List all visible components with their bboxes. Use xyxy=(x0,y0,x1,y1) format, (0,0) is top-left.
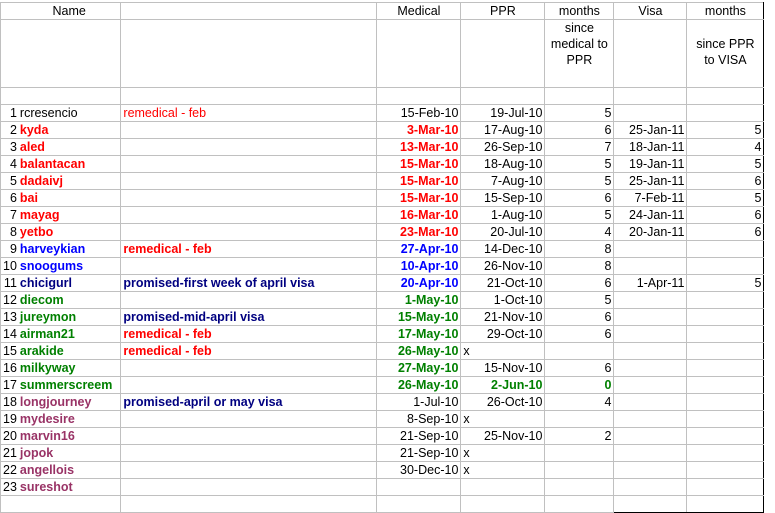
cell-ppr[interactable]: 26-Oct-10 xyxy=(461,394,545,411)
cell-ppr[interactable]: x xyxy=(461,462,545,479)
header-medical[interactable]: Medical xyxy=(377,3,461,20)
cell-ppr[interactable]: 15-Nov-10 xyxy=(461,360,545,377)
cell[interactable] xyxy=(1,3,18,20)
cell-months-1[interactable]: 6 xyxy=(545,190,614,207)
cell-ppr[interactable]: 14-Dec-10 xyxy=(461,241,545,258)
cell-months-2[interactable]: 5 xyxy=(687,275,764,292)
cell-visa[interactable]: 25-Jan-11 xyxy=(614,122,687,139)
cell-months-1[interactable]: 6 xyxy=(545,275,614,292)
cell[interactable] xyxy=(687,496,764,513)
cell-note[interactable] xyxy=(121,479,377,496)
cell-name[interactable]: mayag xyxy=(18,207,121,224)
cell-months-2[interactable] xyxy=(687,326,764,343)
cell[interactable] xyxy=(18,88,121,105)
subheader-months-1[interactable]: since medical to PPR xyxy=(545,20,614,88)
cell-medical[interactable]: 21-Sep-10 xyxy=(377,428,461,445)
cell-visa[interactable] xyxy=(614,326,687,343)
cell-note[interactable] xyxy=(121,258,377,275)
row-number[interactable]: 17 xyxy=(1,377,18,394)
cell-note[interactable]: remedical - feb xyxy=(121,326,377,343)
table-row xyxy=(1,190,764,207)
cell-visa[interactable] xyxy=(614,241,687,258)
cell-months-1[interactable]: 6 xyxy=(545,122,614,139)
row-number[interactable]: 10 xyxy=(1,258,18,275)
cell-medical[interactable] xyxy=(377,479,461,496)
cell[interactable] xyxy=(1,88,18,105)
cell-months-1[interactable]: 2 xyxy=(545,428,614,445)
cell-name[interactable]: arakide xyxy=(18,343,121,360)
cell-months-1[interactable] xyxy=(545,479,614,496)
subheader-months-2[interactable]: since PPR to VISA xyxy=(687,20,764,88)
cell-visa[interactable]: 1-Apr-11 xyxy=(614,275,687,292)
cell-note[interactable] xyxy=(121,292,377,309)
cell-months-2[interactable] xyxy=(687,428,764,445)
cell-medical[interactable]: 3-Mar-10 xyxy=(377,122,461,139)
cell-note[interactable]: promised-april or may visa xyxy=(121,394,377,411)
table-row xyxy=(1,428,764,445)
cell-months-1[interactable]: 6 xyxy=(545,326,614,343)
cell-medical[interactable]: 1-May-10 xyxy=(377,292,461,309)
table-row xyxy=(1,224,764,241)
row-number[interactable]: 12 xyxy=(1,292,18,309)
table-row xyxy=(1,343,764,360)
cell[interactable] xyxy=(1,20,18,88)
row-number[interactable]: 22 xyxy=(1,462,18,479)
cell-months-1[interactable]: 8 xyxy=(545,241,614,258)
cell-name[interactable]: milkyway xyxy=(18,360,121,377)
blank-row xyxy=(1,88,764,105)
row-number[interactable]: 9 xyxy=(1,241,18,258)
cell-note[interactable] xyxy=(121,207,377,224)
cell-ppr[interactable]: x xyxy=(461,411,545,428)
cell-ppr[interactable]: 19-Jul-10 xyxy=(461,105,545,122)
table-row xyxy=(1,377,764,394)
subheader-row xyxy=(1,20,764,88)
cell-note[interactable] xyxy=(121,445,377,462)
cell-months-2[interactable] xyxy=(687,394,764,411)
cell[interactable] xyxy=(121,3,377,20)
cell[interactable] xyxy=(377,496,461,513)
cell-note[interactable] xyxy=(121,428,377,445)
cell-months-2[interactable] xyxy=(687,241,764,258)
cell-name[interactable]: kyda xyxy=(18,122,121,139)
cell-name[interactable]: snoogums xyxy=(18,258,121,275)
cell-ppr[interactable]: 15-Sep-10 xyxy=(461,190,545,207)
cell-months-1[interactable]: 5 xyxy=(545,105,614,122)
cell-note[interactable] xyxy=(121,190,377,207)
cell-ppr[interactable]: 21-Oct-10 xyxy=(461,275,545,292)
row-number[interactable]: 13 xyxy=(1,309,18,326)
cell-name[interactable]: rcresencio xyxy=(18,105,121,122)
cell[interactable] xyxy=(687,88,764,105)
table-row xyxy=(1,479,764,496)
cell-ppr[interactable]: x xyxy=(461,343,545,360)
cell-months-1[interactable]: 6 xyxy=(545,309,614,326)
cell-months-1[interactable]: 7 xyxy=(545,139,614,156)
cell-months-2[interactable] xyxy=(687,445,764,462)
cell-months-2[interactable] xyxy=(687,258,764,275)
table-row xyxy=(1,173,764,190)
cell-medical[interactable]: 23-Mar-10 xyxy=(377,224,461,241)
table-row xyxy=(1,394,764,411)
cell-visa[interactable]: 19-Jan-11 xyxy=(614,156,687,173)
table-row xyxy=(1,258,764,275)
cell-visa[interactable]: 7-Feb-11 xyxy=(614,190,687,207)
cell[interactable] xyxy=(614,88,687,105)
table-row xyxy=(1,411,764,428)
cell-months-1[interactable]: 5 xyxy=(545,156,614,173)
cell-medical[interactable]: 15-Mar-10 xyxy=(377,173,461,190)
cell-ppr[interactable]: 25-Nov-10 xyxy=(461,428,545,445)
table-row xyxy=(1,275,764,292)
cell-visa[interactable] xyxy=(614,377,687,394)
cell-ppr[interactable]: 7-Aug-10 xyxy=(461,173,545,190)
header-row xyxy=(1,3,764,20)
cell-months-2[interactable]: 6 xyxy=(687,173,764,190)
cell-ppr[interactable]: 17-Aug-10 xyxy=(461,122,545,139)
cell-ppr[interactable] xyxy=(461,479,545,496)
cell-medical[interactable]: 26-May-10 xyxy=(377,343,461,360)
row-number[interactable]: 1 xyxy=(1,105,18,122)
cell-visa[interactable] xyxy=(614,411,687,428)
cell-visa[interactable] xyxy=(614,360,687,377)
cell-ppr[interactable]: 2-Jun-10 xyxy=(461,377,545,394)
header-months-2[interactable]: months xyxy=(687,3,764,20)
cell[interactable] xyxy=(18,496,121,513)
row-number[interactable]: 21 xyxy=(1,445,18,462)
cell-medical[interactable]: 1-Jul-10 xyxy=(377,394,461,411)
cell-ppr[interactable]: 26-Nov-10 xyxy=(461,258,545,275)
cell-name[interactable]: longjourney xyxy=(18,394,121,411)
cell-medical[interactable]: 20-Apr-10 xyxy=(377,275,461,292)
table-row xyxy=(1,292,764,309)
row-number[interactable]: 18 xyxy=(1,394,18,411)
cell-months-1[interactable]: 5 xyxy=(545,207,614,224)
cell-ppr[interactable]: 21-Nov-10 xyxy=(461,309,545,326)
cell-medical[interactable]: 10-Apr-10 xyxy=(377,258,461,275)
cell-name[interactable]: angellois xyxy=(18,462,121,479)
cell-months-2[interactable] xyxy=(687,411,764,428)
row-number[interactable]: 2 xyxy=(1,122,18,139)
cell-note[interactable] xyxy=(121,462,377,479)
cell-months-1[interactable]: 5 xyxy=(545,173,614,190)
cell-months-2[interactable] xyxy=(687,309,764,326)
cell[interactable] xyxy=(614,20,687,88)
cell[interactable] xyxy=(121,496,377,513)
cell-visa[interactable]: 24-Jan-11 xyxy=(614,207,687,224)
cell-medical[interactable]: 17-May-10 xyxy=(377,326,461,343)
cell[interactable] xyxy=(121,88,377,105)
cell-medical[interactable]: 15-Mar-10 xyxy=(377,190,461,207)
cell-medical[interactable]: 30-Dec-10 xyxy=(377,462,461,479)
cell-months-2[interactable]: 6 xyxy=(687,224,764,241)
cell-months-1[interactable]: 6 xyxy=(545,360,614,377)
cell-months-1[interactable]: 0 xyxy=(545,377,614,394)
cell-visa[interactable]: 20-Jan-11 xyxy=(614,224,687,241)
table-row xyxy=(1,105,764,122)
cell-name[interactable]: harveykian xyxy=(18,241,121,258)
cell-medical[interactable]: 13-Mar-10 xyxy=(377,139,461,156)
header-visa[interactable]: Visa xyxy=(614,3,687,20)
cell[interactable] xyxy=(545,88,614,105)
row-number[interactable]: 23 xyxy=(1,479,18,496)
cell-months-1[interactable] xyxy=(545,445,614,462)
cell-months-2[interactable]: 5 xyxy=(687,156,764,173)
row-number[interactable]: 11 xyxy=(1,275,18,292)
cell-note[interactable] xyxy=(121,122,377,139)
cell[interactable] xyxy=(545,496,614,513)
row-number[interactable]: 15 xyxy=(1,343,18,360)
table-row xyxy=(1,462,764,479)
cell-name[interactable]: chicigurl xyxy=(18,275,121,292)
table-row xyxy=(1,156,764,173)
header-name[interactable]: Name xyxy=(18,3,121,20)
cell-months-1[interactable] xyxy=(545,343,614,360)
cell-medical[interactable]: 27-Apr-10 xyxy=(377,241,461,258)
row-number[interactable]: 16 xyxy=(1,360,18,377)
cell-visa[interactable] xyxy=(614,105,687,122)
table-row xyxy=(1,139,764,156)
row-number[interactable]: 6 xyxy=(1,190,18,207)
cell[interactable] xyxy=(614,496,687,513)
cell-months-2[interactable] xyxy=(687,360,764,377)
cell-note[interactable] xyxy=(121,377,377,394)
row-number[interactable]: 5 xyxy=(1,173,18,190)
cell[interactable] xyxy=(377,20,461,88)
cell-months-2[interactable] xyxy=(687,105,764,122)
cell-months-1[interactable]: 4 xyxy=(545,394,614,411)
cell-note[interactable]: remedical - feb xyxy=(121,105,377,122)
cell-name[interactable]: balantacan xyxy=(18,156,121,173)
cell[interactable] xyxy=(1,496,18,513)
cell-name[interactable]: dadaivj xyxy=(18,173,121,190)
cell-ppr[interactable]: 1-Aug-10 xyxy=(461,207,545,224)
cell-ppr[interactable]: 1-Oct-10 xyxy=(461,292,545,309)
cell-months-2[interactable]: 5 xyxy=(687,190,764,207)
cell-note[interactable] xyxy=(121,139,377,156)
table-row xyxy=(1,241,764,258)
table-row xyxy=(1,326,764,343)
cell-name[interactable]: jureymon xyxy=(18,309,121,326)
cell-ppr[interactable]: 29-Oct-10 xyxy=(461,326,545,343)
cell-medical[interactable]: 15-Feb-10 xyxy=(377,105,461,122)
cell-medical[interactable]: 21-Sep-10 xyxy=(377,445,461,462)
cell-note[interactable]: promised-mid-april visa xyxy=(121,309,377,326)
cell-visa[interactable] xyxy=(614,258,687,275)
cell-name[interactable]: mydesire xyxy=(18,411,121,428)
table-row xyxy=(1,309,764,326)
cell-note[interactable] xyxy=(121,156,377,173)
table-row xyxy=(1,122,764,139)
cell-ppr[interactable]: 18-Aug-10 xyxy=(461,156,545,173)
cell[interactable] xyxy=(18,20,121,88)
row-number[interactable]: 7 xyxy=(1,207,18,224)
cell-months-2[interactable] xyxy=(687,292,764,309)
cell-medical[interactable]: 26-May-10 xyxy=(377,377,461,394)
cell-name[interactable]: sureshot xyxy=(18,479,121,496)
row-number[interactable]: 20 xyxy=(1,428,18,445)
row-number[interactable]: 4 xyxy=(1,156,18,173)
blank-row xyxy=(1,496,764,513)
cell[interactable] xyxy=(461,496,545,513)
cell-medical[interactable]: 15-Mar-10 xyxy=(377,156,461,173)
cell-name[interactable]: marvin16 xyxy=(18,428,121,445)
cell[interactable] xyxy=(377,88,461,105)
cell-medical[interactable]: 27-May-10 xyxy=(377,360,461,377)
cell-months-2[interactable]: 4 xyxy=(687,139,764,156)
cell-months-2[interactable] xyxy=(687,377,764,394)
cell-note[interactable]: remedical - feb xyxy=(121,343,377,360)
cell-visa[interactable] xyxy=(614,462,687,479)
cell-months-2[interactable]: 6 xyxy=(687,207,764,224)
cell-months-2[interactable] xyxy=(687,343,764,360)
table-row xyxy=(1,445,764,462)
cell[interactable] xyxy=(121,20,377,88)
cell-visa[interactable] xyxy=(614,343,687,360)
cell-note[interactable] xyxy=(121,173,377,190)
row-number[interactable]: 3 xyxy=(1,139,18,156)
row-number[interactable]: 19 xyxy=(1,411,18,428)
cell-note[interactable]: remedical - feb xyxy=(121,241,377,258)
cell-note[interactable] xyxy=(121,360,377,377)
cell-visa[interactable] xyxy=(614,428,687,445)
row-number[interactable]: 8 xyxy=(1,224,18,241)
cell-months-1[interactable] xyxy=(545,411,614,428)
cell[interactable] xyxy=(461,88,545,105)
cell-ppr[interactable]: 20-Jul-10 xyxy=(461,224,545,241)
spreadsheet-grid xyxy=(0,2,764,513)
cell-name[interactable]: yetbo xyxy=(18,224,121,241)
cell-months-2[interactable] xyxy=(687,462,764,479)
cell-months-1[interactable]: 8 xyxy=(545,258,614,275)
cell-medical[interactable]: 8-Sep-10 xyxy=(377,411,461,428)
cell-name[interactable]: diecom xyxy=(18,292,121,309)
row-number[interactable]: 14 xyxy=(1,326,18,343)
cell-ppr[interactable]: 26-Sep-10 xyxy=(461,139,545,156)
cell-months-2[interactable] xyxy=(687,479,764,496)
table-row xyxy=(1,207,764,224)
cell-note[interactable] xyxy=(121,224,377,241)
cell-name[interactable]: bai xyxy=(18,190,121,207)
cell-visa[interactable] xyxy=(614,445,687,462)
cell-name[interactable]: airman21 xyxy=(18,326,121,343)
cell-ppr[interactable]: x xyxy=(461,445,545,462)
cell-visa[interactable] xyxy=(614,309,687,326)
cell-name[interactable]: jopok xyxy=(18,445,121,462)
cell-months-1[interactable]: 4 xyxy=(545,224,614,241)
cell-visa[interactable] xyxy=(614,394,687,411)
cell-name[interactable]: summerscreem xyxy=(18,377,121,394)
cell-months-2[interactable]: 5 xyxy=(687,122,764,139)
cell-visa[interactable] xyxy=(614,479,687,496)
cell-note[interactable]: promised-first week of april visa xyxy=(121,275,377,292)
cell-months-1[interactable] xyxy=(545,462,614,479)
cell-visa[interactable]: 18-Jan-11 xyxy=(614,139,687,156)
cell-medical[interactable]: 16-Mar-10 xyxy=(377,207,461,224)
cell-visa[interactable] xyxy=(614,292,687,309)
header-ppr[interactable]: PPR xyxy=(461,3,545,20)
cell-name[interactable]: aled xyxy=(18,139,121,156)
cell-visa[interactable]: 25-Jan-11 xyxy=(614,173,687,190)
cell-medical[interactable]: 15-May-10 xyxy=(377,309,461,326)
header-months-1[interactable]: months xyxy=(545,3,614,20)
cell-months-1[interactable]: 5 xyxy=(545,292,614,309)
table-row xyxy=(1,360,764,377)
cell-note[interactable] xyxy=(121,411,377,428)
cell[interactable] xyxy=(461,20,545,88)
